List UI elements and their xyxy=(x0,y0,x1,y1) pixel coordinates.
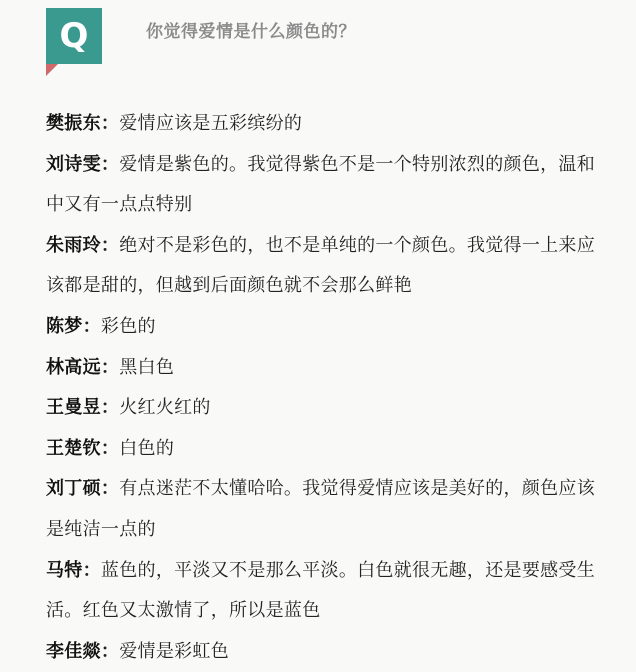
answer-name: 林高远 xyxy=(46,356,101,378)
answer-item xyxy=(46,632,602,672)
answer-item xyxy=(46,429,602,470)
answer-name: 马特 xyxy=(46,559,83,581)
answer-separator: ： xyxy=(100,397,120,419)
answer-item xyxy=(46,104,602,145)
answer-text: 爱情是紫色的。我觉得紫色不是一个特别浓烈的颜色，温和中又有一点点特别 xyxy=(46,153,596,216)
answer-name: 刘丁硕 xyxy=(46,478,101,500)
answer-item xyxy=(46,551,602,632)
answer-text: 爱情应该是五彩缤纷的 xyxy=(119,113,303,134)
answer-separator: ： xyxy=(100,356,120,378)
answer-name: 朱雨玲 xyxy=(46,234,101,256)
answer-text: 绝对不是彩色的，也不是单纯的一个颜色。我觉得一上来应该都是甜的，但越到后面颜色就不会那么鲜艳 xyxy=(46,234,596,297)
answer-separator: ： xyxy=(100,437,120,459)
answer-name: 王楚钦 xyxy=(46,437,101,459)
answer-text: 蓝色的，平淡又不是那么平淡。白色就很无趣，还是要感受生活。红色又太激情了，所以是蓝色 xyxy=(46,559,596,622)
q-letter: Q xyxy=(59,16,89,56)
q-badge xyxy=(46,8,102,64)
answer-item xyxy=(46,307,602,348)
answer-separator: ： xyxy=(100,153,120,175)
answer-separator: ： xyxy=(82,559,101,581)
answer-text: 爱情是彩虹色 xyxy=(119,640,230,662)
answer-separator: ： xyxy=(100,478,120,500)
q-badge-tail xyxy=(46,64,58,76)
answer-text: 黑白色 xyxy=(119,356,175,378)
question-header xyxy=(0,0,636,80)
answer-separator: ： xyxy=(100,234,120,256)
answer-list xyxy=(46,104,602,672)
answer-text: 火红火红的 xyxy=(119,397,211,419)
answer-name: 刘诗雯 xyxy=(46,153,101,175)
answer-text: 有点迷茫不太懂哈哈。我觉得爱情应该是美好的，颜色应该是纯洁一点的 xyxy=(46,478,596,540)
answer-name: 樊振东 xyxy=(46,113,101,134)
answer-separator: ： xyxy=(82,315,101,337)
answer-separator: ： xyxy=(100,113,120,134)
answer-item xyxy=(46,145,602,226)
question-title: 你觉得爱情是什么颜色的？ xyxy=(146,22,356,42)
answer-name: 王曼昱 xyxy=(46,397,101,419)
answer-separator: ： xyxy=(100,640,120,662)
answer-item xyxy=(46,226,602,307)
answer-name: 陈梦 xyxy=(46,315,83,337)
answer-item xyxy=(46,348,602,389)
answer-text: 白色的 xyxy=(119,437,175,459)
answer-item xyxy=(46,469,602,550)
answer-item xyxy=(46,388,602,429)
answer-text: 彩色的 xyxy=(100,315,156,337)
answer-name: 李佳燚 xyxy=(46,640,101,662)
